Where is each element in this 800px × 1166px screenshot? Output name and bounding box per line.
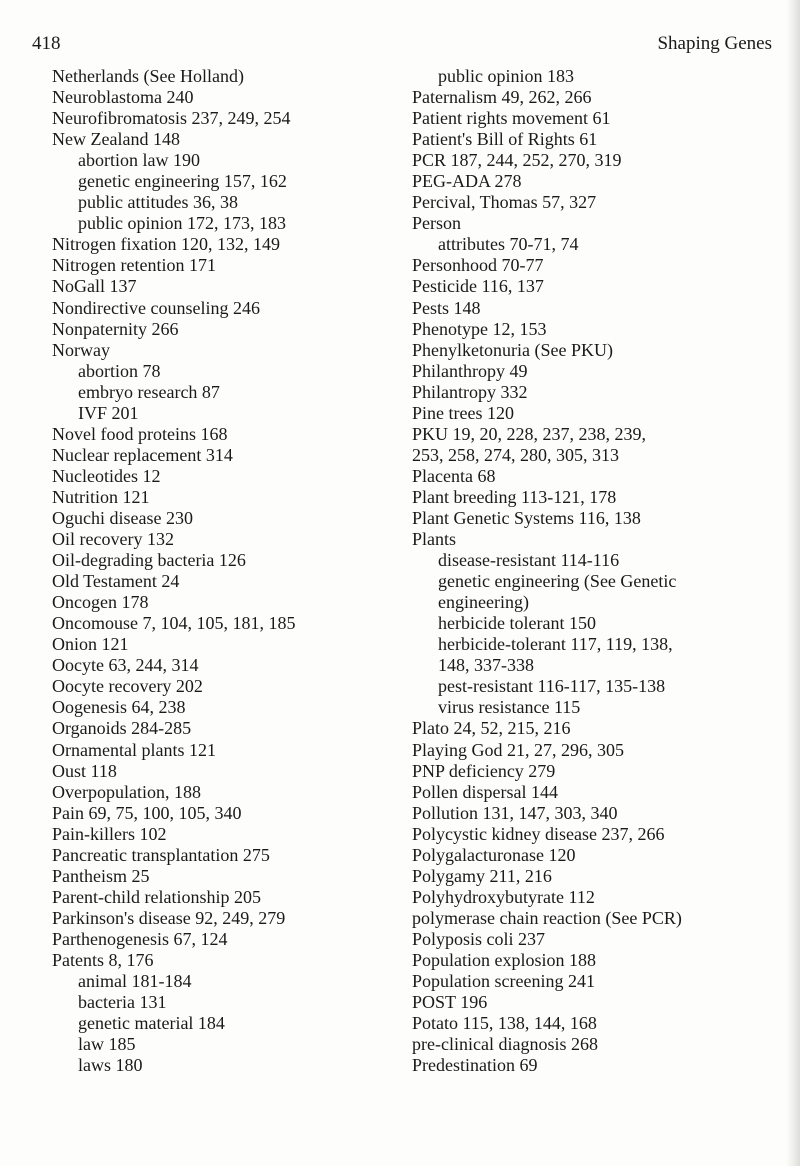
index-entry: Ornamental plants 121 bbox=[52, 739, 216, 760]
index-entry: Polygalacturonase 120 bbox=[412, 844, 576, 865]
index-entry: Plant breeding 113-121, 178 bbox=[412, 486, 617, 507]
index-entry: Oil recovery 132 bbox=[52, 529, 174, 550]
index-subentry: pest-resistant 116-117, 135-138 bbox=[438, 676, 666, 697]
index-entry: Nitrogen retention 171 bbox=[52, 255, 216, 276]
index-entry: Personhood 70-77 bbox=[412, 255, 544, 276]
index-entry: Nuclear replacement 314 bbox=[52, 444, 233, 465]
index-entry: polymerase chain reaction (See PCR) bbox=[412, 907, 682, 928]
running-title: Shaping Genes bbox=[657, 33, 772, 54]
index-subentry: disease-resistant 114-116 bbox=[438, 550, 620, 571]
index-entry: POST 196 bbox=[412, 992, 488, 1013]
index-entry: Neuroblastoma 240 bbox=[52, 87, 194, 108]
index-entry: Placenta 68 bbox=[412, 465, 496, 486]
index-entry: Plants bbox=[412, 529, 457, 550]
index-entry: Oogenesis 64, 238 bbox=[52, 697, 186, 718]
index-entry: Philantropy 332 bbox=[412, 381, 528, 402]
index-subentry: public attitudes 36, 38 bbox=[78, 192, 238, 213]
index-entry: Parkinson's disease 92, 249, 279 bbox=[52, 907, 286, 928]
index-entry: Pollen dispersal 144 bbox=[412, 781, 558, 802]
index-entry: Oust 118 bbox=[52, 760, 117, 781]
index-entry: Pain-killers 102 bbox=[52, 823, 167, 844]
index-entry: Onion 121 bbox=[52, 634, 129, 655]
index-entry: Philanthropy 49 bbox=[412, 360, 528, 381]
index-entry: Predestination 69 bbox=[412, 1055, 538, 1076]
index-subentry: herbicide tolerant 150 bbox=[438, 613, 596, 634]
index-subentry: engineering) bbox=[438, 592, 529, 613]
index-entry: Paternalism 49, 262, 266 bbox=[412, 87, 592, 108]
index-entry: Pancreatic transplantation 275 bbox=[52, 844, 270, 865]
index-subentry: bacteria 131 bbox=[78, 992, 167, 1013]
index-entry: Pain 69, 75, 100, 105, 340 bbox=[52, 802, 242, 823]
index-entry: Oguchi disease 230 bbox=[52, 507, 193, 528]
index-entry: Population screening 241 bbox=[412, 971, 595, 992]
index-subentry: genetic engineering (See Genetic bbox=[438, 571, 677, 592]
index-entry: Potato 115, 138, 144, 168 bbox=[412, 1013, 597, 1034]
index-entry: Oncomouse 7, 104, 105, 181, 185 bbox=[52, 613, 296, 634]
index-entry: Pesticide 116, 137 bbox=[412, 276, 544, 297]
index-entry: Polycystic kidney disease 237, 266 bbox=[412, 823, 665, 844]
page-edge-shadow bbox=[786, 0, 800, 1166]
index-entry: Oncogen 178 bbox=[52, 592, 149, 613]
index-entry: PNP deficiency 279 bbox=[412, 760, 556, 781]
index-entry: Nutrition 121 bbox=[52, 486, 150, 507]
index-entry: Nondirective counseling 246 bbox=[52, 297, 260, 318]
index-subentry: law 185 bbox=[78, 1034, 136, 1055]
index-subentry: genetic engineering 157, 162 bbox=[78, 171, 287, 192]
index-entry: PKU 19, 20, 228, 237, 238, 239, bbox=[412, 423, 647, 444]
index-entry: Polyhydroxybutyrate 112 bbox=[412, 886, 595, 907]
index-entry: Organoids 284-285 bbox=[52, 718, 192, 739]
index-entry: Pine trees 120 bbox=[412, 402, 514, 423]
index-entry: Parthenogenesis 67, 124 bbox=[52, 928, 228, 949]
index-subentry: public opinion 172, 173, 183 bbox=[78, 213, 286, 234]
index-entry: Nonpaternity 266 bbox=[52, 318, 179, 339]
index-subentry: laws 180 bbox=[78, 1055, 143, 1076]
index-entry: Nitrogen fixation 120, 132, 149 bbox=[52, 234, 280, 255]
index-subentry: herbicide-tolerant 117, 119, 138, bbox=[438, 634, 673, 655]
index-entry: Old Testament 24 bbox=[52, 571, 180, 592]
index-entry: Polyposis coli 237 bbox=[412, 928, 546, 949]
index-subentry: 148, 337-338 bbox=[438, 655, 534, 676]
index-entry: Playing God 21, 27, 296, 305 bbox=[412, 739, 625, 760]
index-entry: Neurofibromatosis 237, 249, 254 bbox=[52, 108, 291, 129]
index-entry: Novel food proteins 168 bbox=[52, 423, 228, 444]
index-column-left bbox=[52, 66, 397, 1076]
index-column-right bbox=[412, 66, 787, 1076]
index-entry: Pantheism 25 bbox=[52, 865, 150, 886]
index-entry: Patents 8, 176 bbox=[52, 949, 154, 970]
index-entry: New Zealand 148 bbox=[52, 129, 180, 150]
index-entry: Population explosion 188 bbox=[412, 949, 596, 970]
index-entry: PCR 187, 244, 252, 270, 319 bbox=[412, 150, 622, 171]
index-entry: Phenylketonuria (See PKU) bbox=[412, 339, 613, 360]
index-entry: NoGall 137 bbox=[52, 276, 137, 297]
index-entry: 253, 258, 274, 280, 305, 313 bbox=[412, 444, 619, 465]
index-entry: Norway bbox=[52, 339, 110, 360]
index-entry: Polygamy 211, 216 bbox=[412, 865, 552, 886]
index-entry: Oocyte 63, 244, 314 bbox=[52, 655, 199, 676]
index-subentry: genetic material 184 bbox=[78, 1013, 225, 1034]
index-entry: Overpopulation, 188 bbox=[52, 781, 201, 802]
index-entry: Patient's Bill of Rights 61 bbox=[412, 129, 598, 150]
index-subentry: abortion 78 bbox=[78, 360, 161, 381]
index-entry: Nucleotides 12 bbox=[52, 465, 161, 486]
index-subentry: abortion law 190 bbox=[78, 150, 200, 171]
index-entry: Person bbox=[412, 213, 461, 234]
index-entry: Phenotype 12, 153 bbox=[412, 318, 547, 339]
index-entry: Oil-degrading bacteria 126 bbox=[52, 550, 246, 571]
index-entry: Pollution 131, 147, 303, 340 bbox=[412, 802, 618, 823]
index-entry: Plato 24, 52, 215, 216 bbox=[412, 718, 571, 739]
index-subentry: public opinion 183 bbox=[438, 66, 574, 86]
index-subentry: IVF 201 bbox=[78, 402, 139, 423]
index-entry: Patient rights movement 61 bbox=[412, 108, 611, 129]
index-entry: Plant Genetic Systems 116, 138 bbox=[412, 507, 641, 528]
index-subentry: virus resistance 115 bbox=[438, 697, 581, 718]
index-entry: PEG-ADA 278 bbox=[412, 171, 522, 192]
index-entry: pre-clinical diagnosis 268 bbox=[412, 1034, 598, 1055]
index-subentry: animal 181-184 bbox=[78, 971, 192, 992]
page-number: 418 bbox=[32, 33, 61, 54]
page-header bbox=[32, 33, 772, 63]
index-subentry: attributes 70-71, 74 bbox=[438, 234, 579, 255]
index-entry: Parent-child relationship 205 bbox=[52, 886, 261, 907]
index-entry: Pests 148 bbox=[412, 297, 481, 318]
index-entry: Oocyte recovery 202 bbox=[52, 676, 203, 697]
index-entry: Netherlands (See Holland) bbox=[52, 66, 244, 86]
index-subentry: embryo research 87 bbox=[78, 381, 220, 402]
index-entry: Percival, Thomas 57, 327 bbox=[412, 192, 597, 213]
